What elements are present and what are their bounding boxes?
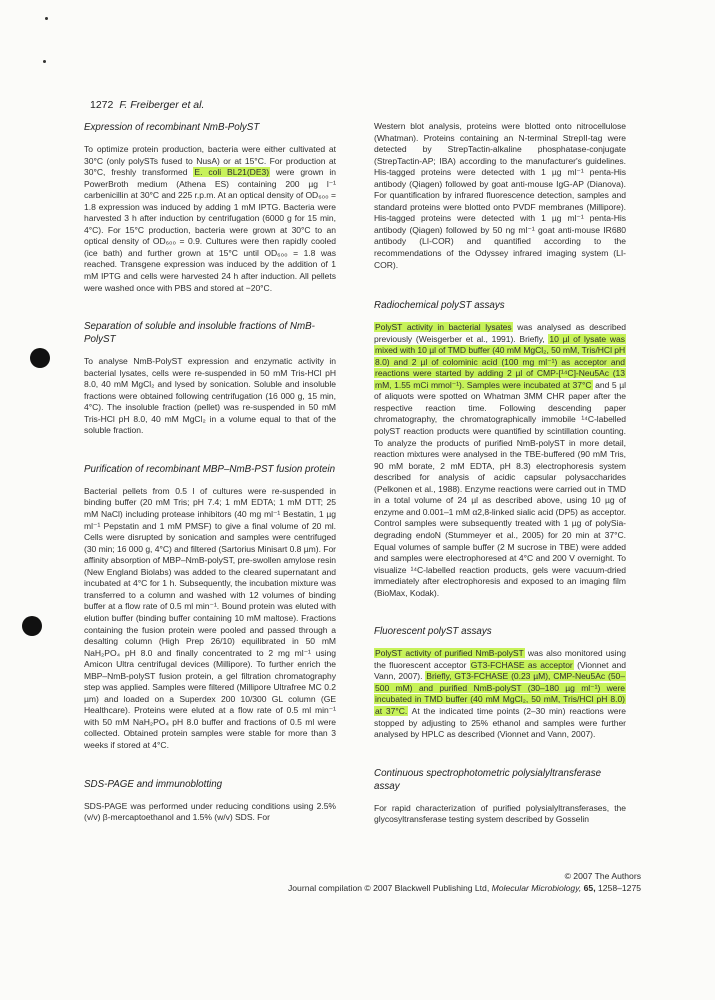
paragraph-text: and 5 µl of aliquots were spotted on Whatman 3MM CHR paper after the respective reaction time. Following descending paper chromatography, the chromatographically immobile ¹⁴C-labelled polyST reaction products were quantified by scintillation counting. To analyze the products of purified NmB-polyST in more detail, reaction mixtures were analysed in the TBE-buffered (90 mM Tris, 90 mM borate, 2 mM EDTA, pH 8.3) electrophoresis system described for analysis of acidic capsular polysaccharides (Pelkonen et al., 1988). Enzyme reactions were carried out in TMD in a total volume of 24 µl as described above, using 10 µg of enzyme and 0.001–1 mM α2,8-linked sialic acid (DP5) as acceptor. Control samples were subsequently treated with 1 µg of polySia-degrading endoN (Stummeyer et al., 2005) for 20 min at 37°C. Equal volumes of sample buffer (2 M sucrose in TBE) were added and samples were electrophoresed at 4°C and 200 V overnight. To visualize ¹⁴C-labelled reaction products, gels were vacuum-dried immediately after electrophoresis and exposed to an imaging film (BioMax, Kodak). xyxy=(374,379,626,598)
highlighted-text: Briefly, GT3-FCHASE (0.23 µM), CMP-Neu5Ac (50–500 mM) and purified NmB-polyST (30–180 µg ml⁻¹) were incubated in TMD buffer (40 mM MgCl₂, 50 mM, Tris/HCl pH 8.0) at 37°C. xyxy=(375,671,625,716)
page-number: 1272 xyxy=(90,99,114,111)
paragraph-text: At the indicated time points (2–30 min) reactions were stopped by adjusting to 25% ethanol and samples were further analysed by HPLC as described (Vionnet and Vann, 2007). xyxy=(374,705,627,740)
section-paragraph xyxy=(374,648,626,740)
section-paragraph xyxy=(374,322,626,599)
article-section xyxy=(84,121,336,294)
section-heading: Purification of recombinant MBP–NmB-PST fusion protein xyxy=(84,463,336,475)
section-paragraph xyxy=(84,144,336,294)
section-paragraph xyxy=(374,121,626,271)
paragraph-text: was analysed as described previously (Weisgerber et al., 1991). Briefly, xyxy=(374,322,626,344)
highlighted-text: GT3-FCHASE as acceptor xyxy=(470,659,573,670)
paragraph-text: Western blot analysis, proteins were blotted onto nitrocellulose (Whatman). Proteins containing an N-terminal StrepII-tag were detected by StrepTactin-alkaline phosphatase-conjugate (StrepTactin-AP; IBA) according to the manufacturer's guidelines. His-tagged proteins were detected with 1 µg ml⁻¹ penta-His antibody (Qiagen) followed by goat anti-mouse IgG-AP (Dianova). For quantification by infrared fluorescence detection, samples and standard proteins were blotted onto PVDF membranes (Millipore). His-tagged proteins were detected with 1 µg ml⁻¹ penta-His antibody (Qiagen) followed by 50 ng ml⁻¹ goat anti-mouse IR680 antibody (LI-COR) and quantified according to the recommendations of the Odyssey infrared imaging system (LI-COR). xyxy=(374,121,626,270)
journal-pages: 1258–1275 xyxy=(597,883,641,893)
journal-volume: 65, xyxy=(583,883,596,893)
section-paragraph xyxy=(84,801,336,824)
scan-speck xyxy=(43,60,46,63)
copyright-authors: © 2007 The Authors xyxy=(564,871,641,881)
right-column xyxy=(374,121,626,826)
paragraph-text: (Vionnet and Vann, 2007). xyxy=(374,659,626,682)
article-section xyxy=(84,778,336,824)
paragraph-text: was also monitored using the fluorescent acceptor xyxy=(374,648,626,670)
copyright-line xyxy=(221,871,641,881)
article-section xyxy=(374,299,626,599)
punch-hole-bottom xyxy=(22,616,42,636)
article-section xyxy=(374,121,626,271)
highlighted-text: E. coli BL21(DE3) xyxy=(194,167,270,178)
paragraph-text: To optimize protein production, bacteria were either cultivated at 30°C (only polySTs fused to NusA) or at 15°C. For production at 30°C, freshly transformed xyxy=(84,144,336,178)
journal-name: Molecular Microbiology, xyxy=(491,883,582,893)
left-column xyxy=(84,121,336,824)
section-heading: Expression of recombinant NmB-PolyST xyxy=(84,122,260,133)
article-section xyxy=(84,463,336,752)
scan-speck xyxy=(45,17,48,20)
running-head-authors: F. Freiberger et al. xyxy=(119,99,205,111)
journal-compilation: Journal compilation © 2007 Blackwell Publishing Ltd, xyxy=(287,883,492,893)
article-section xyxy=(374,767,626,826)
section-heading: SDS-PAGE and immunoblotting xyxy=(84,778,223,790)
section-paragraph xyxy=(84,486,336,752)
section-paragraph xyxy=(374,803,626,826)
highlighted-text: PolyST activity of purified NmB-polyST xyxy=(375,648,524,659)
section-heading: Continuous spectrophotometric polysialyltransferase assay xyxy=(374,767,602,792)
paragraph-text: were grown in PowerBroth medium (Athena ES) containing 200 µg l⁻¹ carbenicillin at 30°C and 225 r.p.m. At an optical density of OD₆₀₀ = 1.8 expression was induced by adding 1 mM IPTG. Bacteria were harvested 3 h after induction by centrifugation (6000 g for 15 min, 4°C). For 15°C production, bacteria were grown at 30°C to an optical density of OD₆₀₀ = 0.9. Cultures were then rapidly cooled (ice bath) and further grown at 15°C until OD₆₀₀ = 1.8 was reached. Transgene expression was induced by the addition of 1 mM IPTG and cells were harvested 24 h after induction. All pellets were washed once with PBS and stored at −20°C. xyxy=(84,167,336,293)
punch-hole-top xyxy=(30,348,50,368)
highlighted-text: PolyST activity in bacterial lysates xyxy=(375,322,512,333)
paragraph-text: SDS-PAGE was performed under reducing conditions using 2.5% (v/v) β-mercaptoethanol and 1.5% (w/v) SDS. For xyxy=(84,800,336,823)
highlighted-text: 10 µl of lysate was mixed with 10 µl of TMD buffer (40 mM MgCl₂, 50 mM, Tris/HCl pH 8.0) and 2 µl of colominic acid (100 mg ml⁻¹) as acceptor and reactions were started by adding 2 µl of CMP-[¹⁴C]-Neu5Ac (13 mM, 1.55 mCi mmol⁻¹). Samples were incubated at 37°C xyxy=(375,333,626,390)
section-heading: Separation of soluble and insoluble fractions of NmB-PolyST xyxy=(84,321,315,346)
section-heading: Fluorescent polyST assays xyxy=(374,626,492,638)
running-head xyxy=(90,99,204,111)
paragraph-text: To analyse NmB-PolyST expression and enzymatic activity in bacterial lysates, cells were re-suspended in 50 mM Tris-HCl pH 8.0, 40 mM MgCl₂ and lysed by sonication. Soluble and insoluble fractions were obtained following centrifugation (16 000 g, 15 min, 4°C). The insoluble fraction (pellet) was re-suspended in 50 mM Tris-HCl pH 8.0, 40 mM MgCl₂ in a volume equal to that of the soluble fraction. xyxy=(84,356,336,436)
article-section xyxy=(84,320,336,437)
section-paragraph xyxy=(84,356,336,437)
journal-compilation-line xyxy=(221,883,641,893)
paragraph-text: Bacterial pellets from 0.5 l of cultures were re-suspended in binding buffer (20 mM Tris; pH 7.4; 1 mM EDTA; 1 mM DTT; 25 mM NaCl) including protease inhibitors (40 mg ml⁻¹ Bestatin, 1 µg ml⁻¹ Pepstatin and 1 mM PMSF) to give a final volume of 20 ml. Cells were disrupted by sonication and samples were centrifuged (30 min; 16 000 g, 4°C) and filtered (Sartorius Minisart 0.8 µm). For affinity absorption of MBP–NmB-polyST, pre-swollen amylose resin (New England Biolabs) was added to the cleared supernatant and incubated at 4°C for 1 h. Subsequently, the incubation mixture was transferred to a column and washed with 12 volumes of binding buffer at a flow rate of 0.5 ml min⁻¹. Bound protein was eluted with elution buffer (binding buffer containing 10 mM maltose). Fractions containing the fusion protein were pooled and passed through a desalting column (High Prep 26/10) equilibrated in 50 mM NaH₂PO₄ pH 8.0 and finally concentrated to 2 mg ml⁻¹ using Amicon Ultra centrifugal devices (Millipore). To further enrich the MBP–NmB-polyST fusion protein, a gel filtration chromatography step was applied. Samples were filtered (Millipore Ultrafree MC 0.2 µm) and loaded on a Superdex 200 10/300 GL column (GE Healthcare). Proteins were eluted at a flow rate of 0.5 ml min⁻¹ with 50 mM NaH₂PO₄ pH 8.0 buffer and fractions of 0.5 ml were collected. Obtained protein samples were stable for more than 3 weeks if stored at 4°C. xyxy=(84,485,336,750)
paragraph-text: For rapid characterization of purified polysialyltransferases, the glycosyltransferase testing system described by Gosselin xyxy=(374,802,626,825)
article-section xyxy=(374,625,626,740)
section-heading: Radiochemical polyST assays xyxy=(374,300,505,312)
